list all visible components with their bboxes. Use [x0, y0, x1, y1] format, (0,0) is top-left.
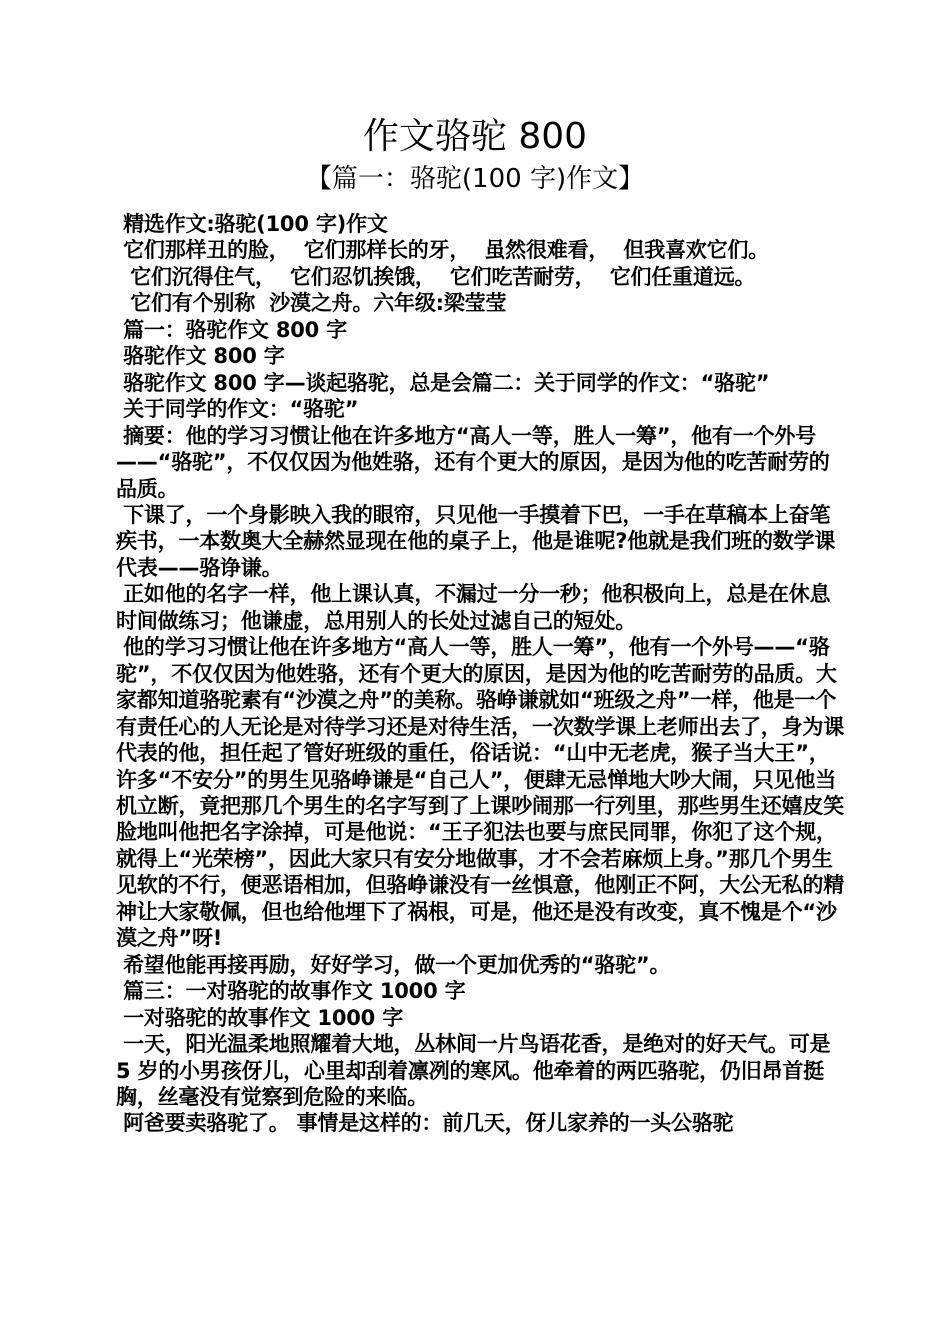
paragraph: 希望他能再接再励，好好学习，做一个更加优秀的“骆驼”。: [116, 952, 671, 977]
paragraph: 骆驼作文 800 字: [116, 344, 285, 369]
paragraph: 关于同学的作文：“骆驼”: [116, 397, 359, 422]
paragraph: 精选作文:骆驼(100 字)作文: [116, 212, 388, 236]
paragraph: 正如他的名字一样，他上课认真，不漏过一分一秒；他积极向上，总是在休息时间做练习；他谦虚，总用别人的长处过滤自己的短处。: [116, 582, 831, 633]
document-subtitle: 【篇一：骆驼(100 字)作文】: [305, 164, 645, 194]
paragraph: 骆驼作文 800 字—谈起骆驼，总是会篇二：关于同学的作文：“骆驼”: [116, 370, 770, 395]
document-title: 作文骆驼 800: [362, 116, 588, 157]
paragraph: 篇三：一对骆驼的故事作文 1000 字: [116, 979, 466, 1004]
paragraph: 下课了，一个身影映入我的眼帘，只见他一手摸着下巴，一手在草稿本上奋笔疾书，一本数奥大全赫然显现在他的桌子上，他是谁呢?他就是我们班的数学课代表——骆诤谦。: [116, 502, 836, 580]
paragraph: 篇一：骆驼作文 800 字: [116, 317, 347, 342]
paragraph: 阿爸要卖骆驼了。 事情是这样的：前几天，伢儿家养的一头公骆驼: [116, 1111, 734, 1136]
paragraph: 一天，阳光温柔地照耀着大地，丛林间一片鸟语花香，是绝对的好天气。可是 5 岁的小男孩伢儿，心里却刮着凛冽的寒风。他牵着的两匹骆驼，仍旧昂首挺胸，丝毫没有觉察到危险的来临。: [116, 1032, 838, 1109]
paragraph: 一对骆驼的故事作文 1000 字: [116, 1005, 403, 1030]
paragraph: 他的学习习惯让他在许多地方“高人一等，胜人一筹”，他有一个外号——“骆驼”，不仅仅因为他姓骆，还有个更大的原因，是因为他的吃苦耐劳的品质。大家都知道骆驼素有“沙漠之舟”的美称。骆峥谦就如“班级之舟”一样，他是一个有责任心的人无论是对待学习还是对待生活，一次数学课上老师出去了，身为课代表的他，担任起了管好班级的重任，俗话说：“山中无老虎，猴子当大王”，许多“不安分”的男生见骆峥谦是“自己人”，便肆无忌惮地大吵大闹，只见他当机立断，竟把那几个男生的名字写到了上课吵闹那一行列里，那些男生还嬉皮笑脸地叫他把名字涂掉，可是他说：“王子犯法也要与庶民同罪，你犯了这个规，就得上“光荣榜”，因此大家只有安分地做事，才不会若麻烦上身。”那几个男生见软的不行，便恶语相加，但骆峥谦没有一丝惧意，他刚正不阿，大公无私的精神让大家敬佩，但也给他埋下了祸根，可是，他还是没有改变，真不愧是个“沙漠之舟”呀!: [116, 635, 844, 951]
paragraph: 它们沉得住气， 它们忍饥挨饿， 它们吃苦耐劳， 它们任重道远。: [116, 264, 756, 289]
paragraph: 它们那样丑的脸， 它们那样长的牙， 虽然很难看， 但我喜欢它们。: [116, 238, 769, 263]
document-body: [116, 211, 844, 1137]
paragraph: 它们有个别称 沙漠之舟。六年级:梁莹莹: [116, 291, 507, 316]
paragraph: 摘要：他的学习习惯让他在许多地方“高人一等，胜人一筹”，他有一个外号——“骆驼”，不仅仅因为他姓骆，还有个更大的原因，是因为他的吃苦耐劳的品质。: [116, 423, 830, 501]
